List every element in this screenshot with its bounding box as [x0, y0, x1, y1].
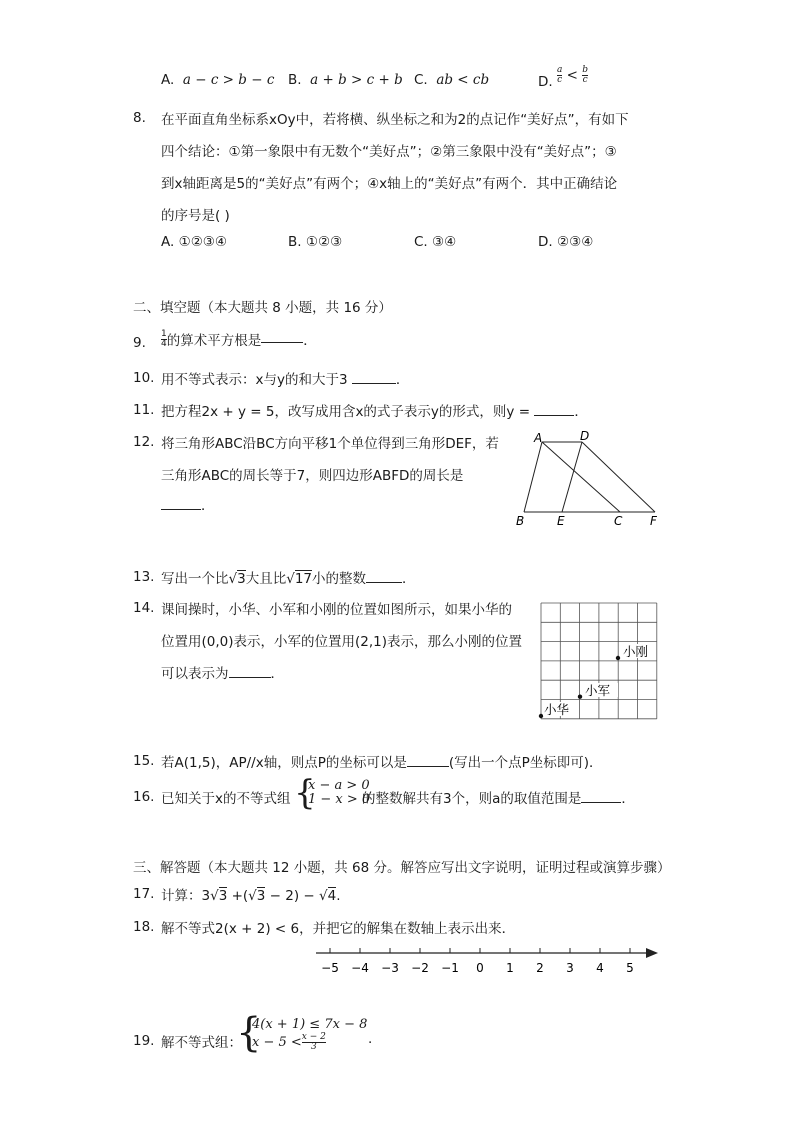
point-xiaojun	[578, 695, 582, 699]
label-c: C	[614, 514, 623, 528]
q19-system: 4(x + 1) ≤ 7x − 8 x − 5 < $\frac{x - 2}{3}$	[252, 1017, 368, 1052]
q12-answer-blank[interactable]	[161, 495, 201, 510]
q14-answer-blank[interactable]	[229, 663, 271, 678]
q11-answer-blank[interactable]	[534, 401, 574, 416]
q14-line-2: 位置用(0,0)表示，小军的位置用(2,1)表示，那么小刚的位置	[161, 634, 523, 650]
q19-tail: .	[368, 1031, 373, 1047]
segment-df	[582, 442, 655, 512]
label-xiaogang: 小刚	[623, 644, 649, 659]
segment-de	[562, 442, 582, 512]
q16-prefix: 已知关于x的不等式组	[161, 791, 291, 807]
q12-answer: ．	[161, 494, 215, 514]
q8-line-4: 的序号是( )	[161, 208, 230, 224]
sqrt-3-a: √3	[210, 888, 228, 904]
q7-option-b[interactable]: B. a + b > c + b	[288, 72, 403, 88]
axis-tick-label: 4	[596, 961, 604, 975]
axis-tick-label: 2	[536, 961, 544, 975]
q7-option-a[interactable]: A. a − c > b − c	[161, 72, 275, 88]
axis-tick-label: −2	[411, 961, 429, 975]
q9-number: 9.	[133, 335, 146, 351]
axis-tick-label: −4	[351, 961, 369, 975]
q15-text: 若A(1,5)，AP//x轴，则点P的坐标可以是 (写出一个点P坐标即可)．	[161, 751, 603, 771]
fraction-x-minus-2-over-3: $\frac{x - 2}{3}$	[301, 1032, 326, 1052]
q13-text: 写出一个比√3大且比√17小的整数 ．	[161, 567, 416, 587]
q10-answer-blank[interactable]	[352, 369, 396, 384]
system-brace-19: {	[236, 1010, 262, 1056]
fraction-a-over-c: $\frac{a}{c}$	[556, 65, 563, 85]
q7-option-d[interactable]: D. $\frac{a}{c}$ < $\frac{b}{c}$	[538, 65, 589, 90]
q12-number: 12.	[133, 434, 155, 450]
label-f: F	[650, 514, 657, 528]
q8-option-a[interactable]: A. ①②③④	[161, 234, 228, 250]
axis-tick-label: −3	[381, 961, 399, 975]
label-xiaohua: 小华	[544, 702, 570, 717]
q18-number-line	[310, 940, 665, 980]
label-xiaojun: 小军	[585, 683, 611, 698]
axis-tick-label: 3	[566, 961, 574, 975]
label-b: B	[516, 514, 525, 528]
q8-line-3: 到x轴距离是5的“美好点”有两个；④x轴上的“美好点”有两个．其中正确结论	[161, 176, 618, 192]
q8-option-c[interactable]: C. ③④	[414, 234, 457, 250]
axis-tick-label: 5	[626, 961, 634, 975]
q8-option-b[interactable]: B. ①②③	[288, 234, 343, 250]
system-brace: {	[294, 773, 316, 813]
q19-prefix: 解不等式组：	[161, 1035, 242, 1051]
sqrt-3: √3	[228, 571, 246, 587]
section-2-title: 二、填空题（本大题共 8 小题，共 16 分）	[133, 300, 392, 316]
sqrt-4: √4	[319, 888, 337, 904]
q9-answer-blank[interactable]	[261, 328, 303, 343]
q12-line-1: 将三角形ABC沿BC方向平移1个单位得到三角形DEF，若	[161, 436, 499, 452]
q17-text: 计算：3√3 +(√3 − 2) − √4.	[161, 888, 341, 904]
q18-number: 18.	[133, 919, 155, 935]
q14-position-grid	[538, 600, 662, 722]
sqrt-3-b: √3	[248, 888, 266, 904]
q15-answer-blank[interactable]	[407, 752, 449, 767]
fraction-one-quarter: $\frac{1}{4}$	[161, 328, 167, 349]
q17-number: 17.	[133, 886, 155, 902]
axis-tick-label: 0	[476, 961, 484, 975]
q16-suffix: 的整数解共有3个，则a的取值范围是 ．	[362, 787, 635, 807]
q7-option-c[interactable]: C. ab < cb	[414, 72, 490, 88]
axis-tick-label: −1	[441, 961, 459, 975]
q12-translation-figure	[510, 428, 670, 530]
label-a: A	[534, 431, 543, 445]
point-xiaohua	[539, 714, 543, 718]
axis-tick-label: 1	[506, 961, 514, 975]
point-xiaogang	[616, 656, 620, 660]
q12-line-2: 三角形ABC的周长等于7，则四边形ABFD的周长是	[161, 468, 464, 484]
label-e: E	[557, 514, 565, 528]
sqrt-17: √17	[286, 571, 312, 587]
q8-line-2: 四个结论：①第一象限中有无数个“美好点”；②第三象限中没有“美好点”；③	[161, 144, 617, 160]
q14-line-1: 课间操时，小华、小军和小刚的位置如图所示，如果小华的	[161, 602, 512, 618]
q13-number: 13.	[133, 569, 155, 585]
q8-option-d[interactable]: D. ②③④	[538, 234, 594, 250]
segment-ab	[524, 442, 542, 512]
q8-line-1: 在平面直角坐标系xOy中，若将横、纵坐标之和为2的点记作“美好点”，有如下	[161, 112, 629, 128]
q10-text: 用不等式表示：x与y的和大于3 ．	[161, 368, 409, 388]
q11-text: 把方程2x + y = 5，改写成用含x的式子表示y的形式，则y = ．	[161, 400, 588, 420]
q16-system: x − a > 0 1 − x > 0	[308, 778, 371, 807]
q10-number: 10.	[133, 370, 155, 386]
segment-ac	[542, 442, 620, 512]
q16-answer-blank[interactable]	[581, 788, 621, 803]
q9-text: $\frac{1}{4}$ 的算术平方根是 ．	[161, 328, 317, 349]
q11-number: 11.	[133, 402, 155, 418]
q13-answer-blank[interactable]	[366, 568, 402, 583]
q14-number: 14.	[133, 600, 155, 616]
q16-number: 16.	[133, 789, 155, 805]
section-3-title: 三、解答题（本大题共 12 小题，共 68 分。解答应写出文字说明，证明过程或演算步骤）	[133, 860, 671, 876]
axis-ticks	[321, 948, 634, 975]
q8-number: 8.	[133, 110, 146, 126]
axis-tick-label: −5	[321, 961, 339, 975]
q18-text: 解不等式2(x + 2) < 6，并把它的解集在数轴上表示出来．	[161, 921, 516, 937]
q14-line-3: 可以表示为 ．	[161, 662, 284, 682]
q15-number: 15.	[133, 753, 155, 769]
fraction-b-over-c: $\frac{b}{c}$	[582, 65, 589, 85]
label-d: D	[580, 429, 590, 443]
q19-number: 19.	[133, 1033, 155, 1049]
axis-arrow-icon	[646, 948, 658, 958]
